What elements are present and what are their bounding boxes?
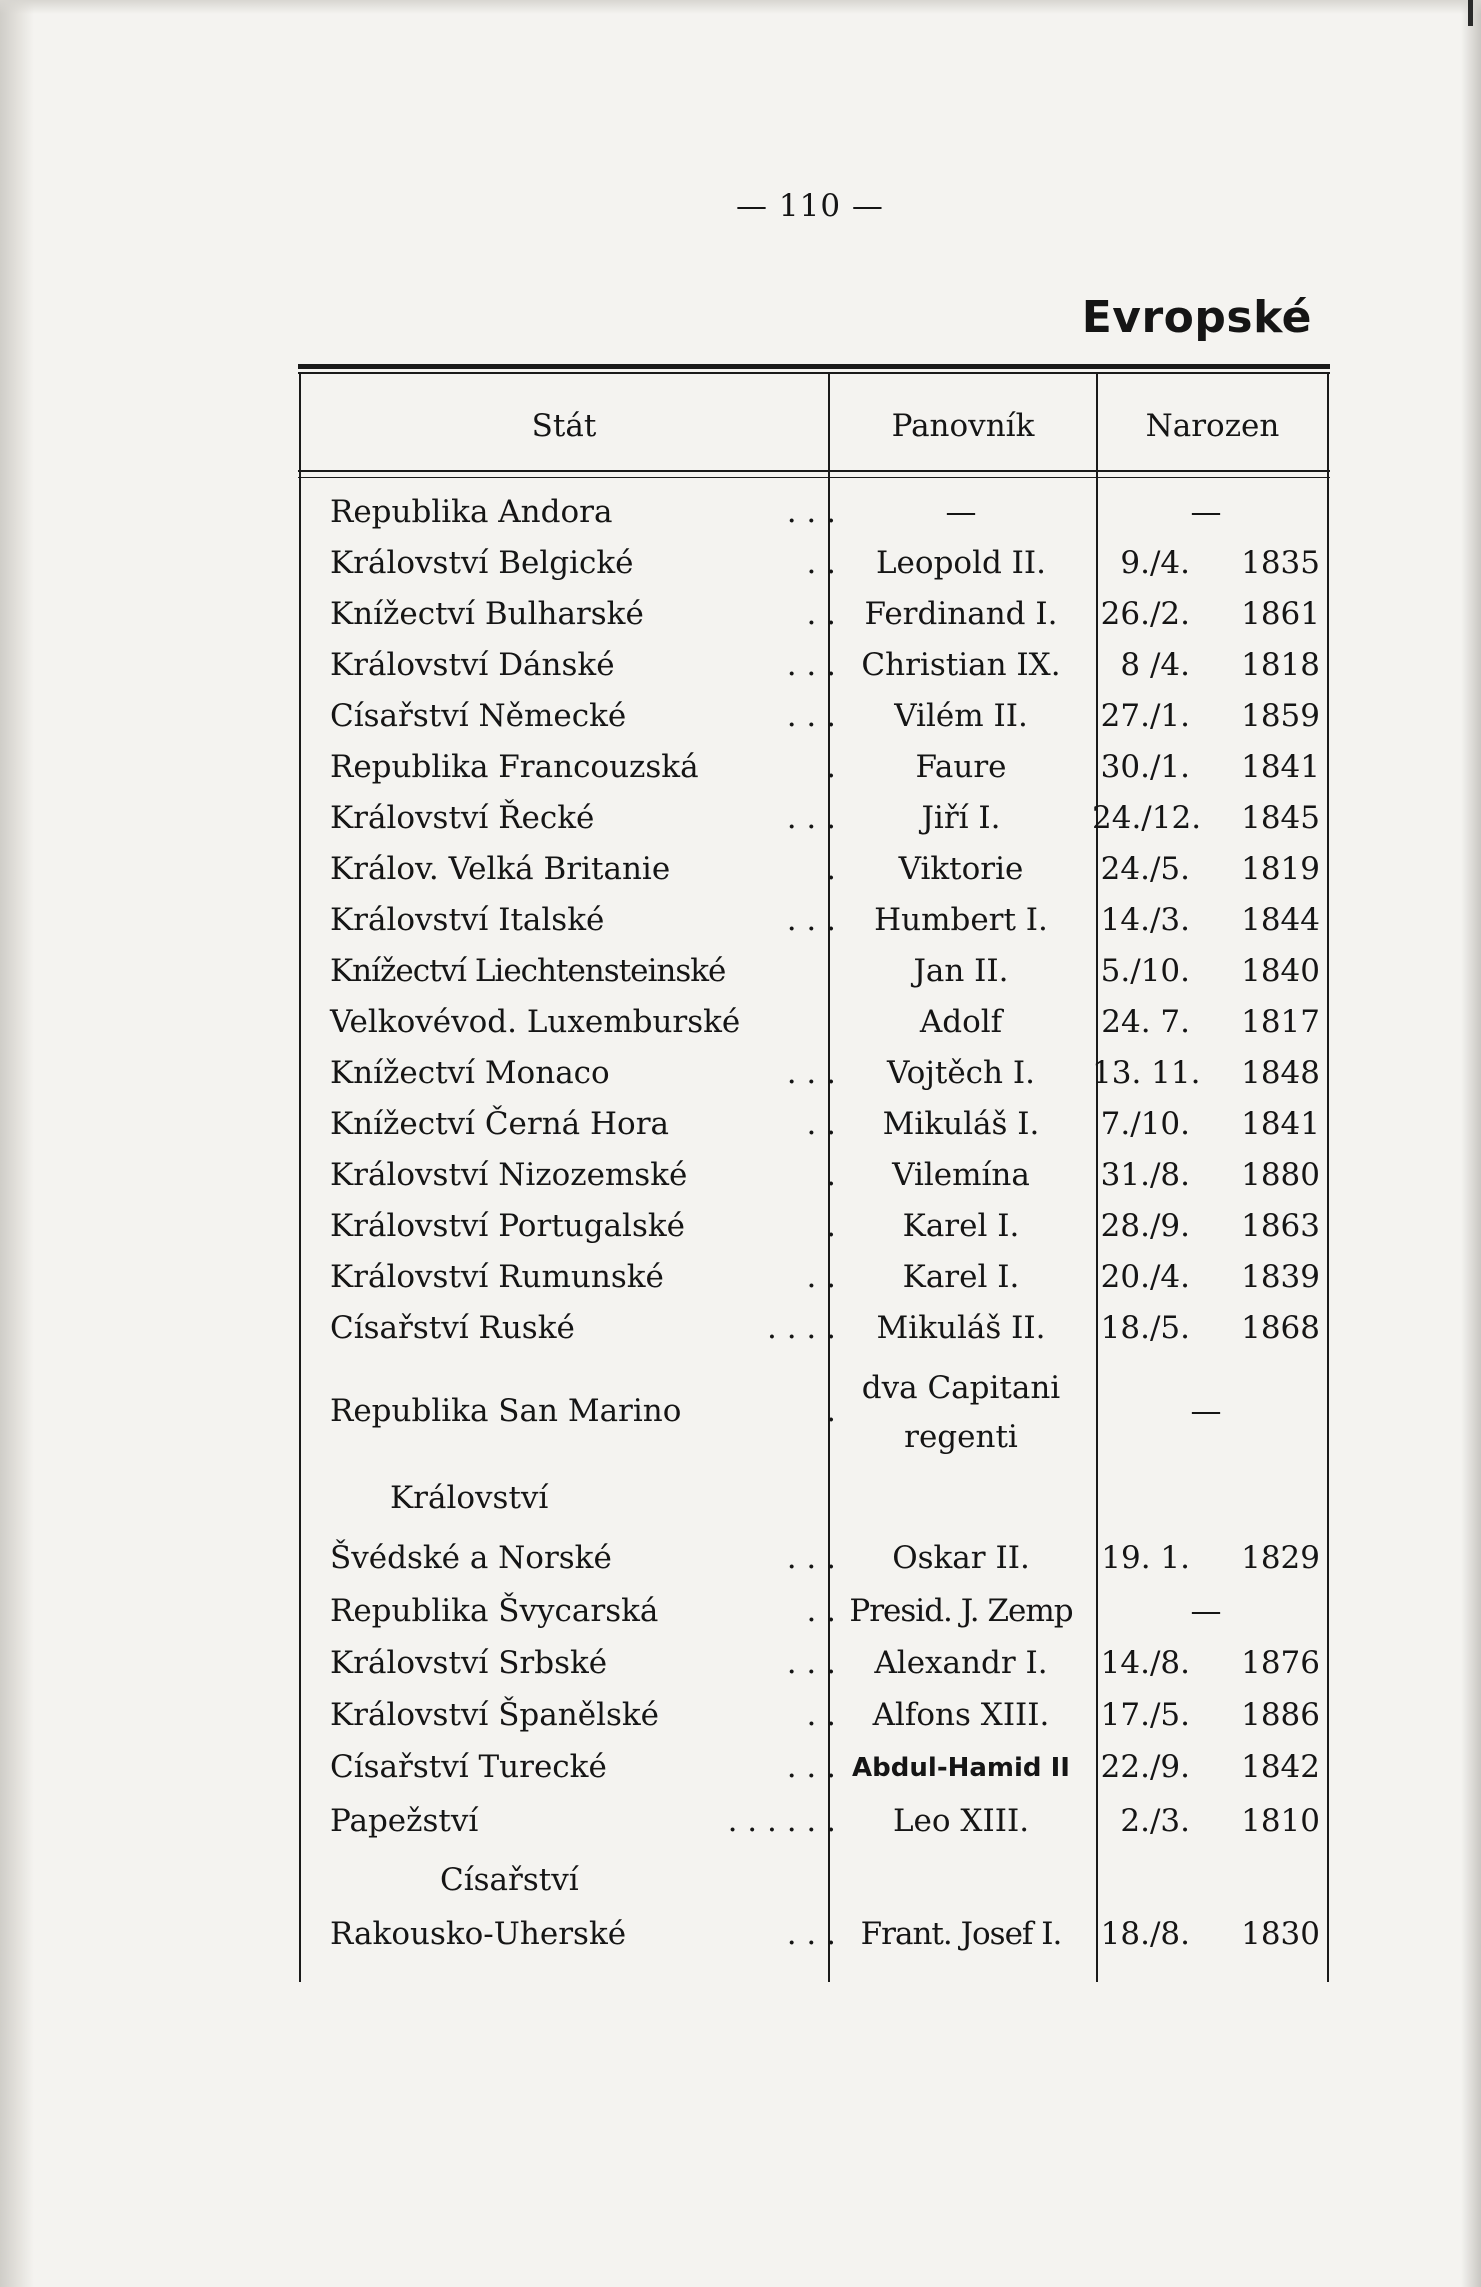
ruler-cell: Abdul-Hamid II bbox=[852, 1753, 1070, 1783]
ruler-cell: Karel I. bbox=[902, 1208, 1020, 1244]
ruler-cell: Alexandr I. bbox=[874, 1645, 1048, 1681]
table-top-rule bbox=[298, 364, 1330, 369]
born-year-cell: 1830 bbox=[1241, 1916, 1320, 1952]
ruler-cell: Frant. Josef I. bbox=[860, 1916, 1062, 1952]
state-cell: Švédské a Norské . . . bbox=[330, 1540, 836, 1576]
table-row bbox=[300, 1106, 1328, 1156]
born-date-cell: 13. 11. bbox=[1092, 1055, 1201, 1091]
born-date-cell: 18./8. bbox=[1100, 1916, 1190, 1952]
born-year-cell: 1876 bbox=[1241, 1645, 1320, 1681]
state-cell: Císařství Turecké . . . bbox=[330, 1749, 836, 1785]
state-cell: Království Rumunské . . bbox=[330, 1259, 836, 1295]
born-year-cell: 1835 bbox=[1241, 545, 1320, 581]
table-row bbox=[300, 1055, 1328, 1105]
state-cell: Rakousko-Uherské . . . bbox=[330, 1916, 836, 1952]
born-year-cell: 1810 bbox=[1241, 1803, 1320, 1839]
born-year-cell: 1861 bbox=[1241, 596, 1320, 632]
page-number: — 110 — bbox=[736, 188, 884, 224]
table-row bbox=[300, 1645, 1328, 1695]
table-top-rule-thin bbox=[298, 372, 1330, 374]
state-cell: Knížectví Bulharské . . bbox=[330, 596, 836, 632]
scan-mark bbox=[1468, 0, 1473, 26]
state-cell-multiline bbox=[300, 1862, 1328, 1912]
born-date-cell: 24./12. bbox=[1092, 800, 1202, 836]
header-state: Stát bbox=[531, 408, 597, 444]
page-shadow-top bbox=[0, 0, 1481, 14]
state-cell: Republika Francouzská . bbox=[330, 749, 836, 785]
ruler-cell: Faure bbox=[915, 749, 1007, 785]
state-cell: Knížectví Monaco . . . bbox=[330, 1055, 836, 1091]
table-row bbox=[300, 800, 1328, 850]
born-date-cell: 22./9. bbox=[1100, 1749, 1190, 1785]
ruler-cell: Karel I. bbox=[902, 1259, 1020, 1295]
born-date-cell: 20./4. bbox=[1100, 1259, 1190, 1295]
state-cell: Království Španělské . . bbox=[330, 1697, 836, 1733]
ruler-cell: Ferdinand I. bbox=[864, 596, 1058, 632]
born-date-cell: 8 /4. bbox=[1120, 647, 1190, 683]
state-cell: Království Řecké . . . bbox=[330, 800, 836, 836]
state-line-1: Císařství bbox=[440, 1862, 579, 1898]
born-year-cell: 1841 bbox=[1241, 1106, 1320, 1142]
state-cell: Velkovévod. Luxemburské bbox=[330, 1004, 741, 1040]
page-shadow-right bbox=[1461, 0, 1481, 2287]
ruler-cell: Vojtěch I. bbox=[887, 1055, 1035, 1091]
table-row bbox=[300, 545, 1328, 595]
born-date-cell: 7./10. bbox=[1100, 1106, 1190, 1142]
table-row bbox=[300, 1208, 1328, 1258]
page-shadow-left bbox=[0, 0, 34, 2287]
born-year-cell: 1859 bbox=[1241, 698, 1320, 734]
header-born: Narozen bbox=[1145, 408, 1280, 444]
table-row bbox=[300, 749, 1328, 799]
ruler-cell: Leo XIII. bbox=[892, 1803, 1030, 1839]
born-date-cell: 24. 7. bbox=[1101, 1004, 1190, 1040]
table-row bbox=[300, 902, 1328, 952]
ruler-cell-multiline bbox=[300, 1370, 1328, 1420]
born-date-cell: 9./4. bbox=[1120, 545, 1190, 581]
born-date-cell: 2./3. bbox=[1120, 1803, 1190, 1839]
born-year-cell: 1818 bbox=[1241, 647, 1320, 683]
section-title: Evropské bbox=[1081, 292, 1312, 343]
ruler-cell: Mikuláš I. bbox=[882, 1106, 1040, 1142]
state-cell-multiline bbox=[300, 1480, 1328, 1530]
born-year-cell: 1868 bbox=[1241, 1310, 1320, 1346]
ruler-cell: Leopold II. bbox=[875, 545, 1047, 581]
state-cell: Království Portugalské . bbox=[330, 1208, 836, 1244]
state-cell: Papežství . . . . . . bbox=[330, 1803, 836, 1839]
born-cell: — bbox=[1190, 1393, 1222, 1429]
table-row bbox=[300, 596, 1328, 646]
born-date-cell: 14./3. bbox=[1100, 902, 1190, 938]
ruler-cell: Mikuláš II. bbox=[876, 1310, 1046, 1346]
born-date-cell: 31./8. bbox=[1100, 1157, 1190, 1193]
born-year-cell: 1819 bbox=[1241, 851, 1320, 887]
state-line-1: Království bbox=[390, 1480, 549, 1516]
ruler-cell: Humbert I. bbox=[874, 902, 1048, 938]
born-date-cell: 26./2. bbox=[1100, 596, 1190, 632]
state-cell: Republika Andora . . . bbox=[330, 494, 836, 530]
state-cell: Republika San Marino . bbox=[330, 1393, 836, 1429]
state-cell: Králov. Velká Britanie . bbox=[330, 851, 836, 887]
table-row bbox=[300, 1310, 1328, 1360]
state-cell: Království Dánské . . . bbox=[330, 647, 836, 683]
born-date-cell: 5./10. bbox=[1100, 953, 1190, 989]
ruler-cell: — bbox=[945, 494, 977, 530]
table-row bbox=[300, 953, 1328, 1003]
table-row bbox=[300, 1916, 1328, 1966]
born-date-cell: 24./5. bbox=[1100, 851, 1190, 887]
state-cell: Knížectví Černá Hora . . bbox=[330, 1106, 836, 1142]
born-year-cell: 1840 bbox=[1241, 953, 1320, 989]
born-year-cell: 1841 bbox=[1241, 749, 1320, 785]
ruler-line-1: dva Capitani bbox=[861, 1370, 1061, 1406]
born-year-cell: 1880 bbox=[1241, 1157, 1320, 1193]
ruler-cell: Vilém II. bbox=[894, 698, 1028, 734]
born-year-cell: 1848 bbox=[1241, 1055, 1320, 1091]
state-cell: Království Nizozemské . bbox=[330, 1157, 836, 1193]
born-date-cell: 30./1. bbox=[1100, 749, 1190, 785]
born-year-cell: 1886 bbox=[1241, 1697, 1320, 1733]
ruler-cell: Adolf bbox=[919, 1004, 1003, 1040]
table-row bbox=[300, 851, 1328, 901]
ruler-line-2: regenti bbox=[904, 1419, 1018, 1455]
table-row bbox=[300, 1259, 1328, 1309]
born-cell: — bbox=[1190, 494, 1222, 530]
born-year-cell: 1845 bbox=[1241, 800, 1320, 836]
ruler-cell: Alfons XIII. bbox=[872, 1697, 1050, 1733]
table-row bbox=[300, 698, 1328, 748]
ruler-cell: Jan II. bbox=[913, 953, 1009, 989]
born-year-cell: 1829 bbox=[1241, 1540, 1320, 1576]
header-rule-thin bbox=[298, 477, 1330, 478]
header-rule bbox=[298, 470, 1330, 472]
born-date-cell: 28./9. bbox=[1100, 1208, 1190, 1244]
ruler-cell: Oskar II. bbox=[892, 1540, 1030, 1576]
table-row bbox=[300, 647, 1328, 697]
state-cell: Republika Švycarská . . bbox=[330, 1593, 836, 1629]
table-row bbox=[300, 1004, 1328, 1054]
born-year-cell: 1863 bbox=[1241, 1208, 1320, 1244]
ruler-cell-multiline bbox=[300, 1419, 1328, 1469]
header-ruler: Panovník bbox=[891, 408, 1035, 444]
state-cell: Království Italské . . . bbox=[330, 902, 836, 938]
table-row bbox=[300, 1749, 1328, 1799]
born-date-cell: 14./8. bbox=[1100, 1645, 1190, 1681]
born-year-cell: 1842 bbox=[1241, 1749, 1320, 1785]
table-row bbox=[300, 1697, 1328, 1747]
table-row bbox=[300, 1157, 1328, 1207]
table-row bbox=[300, 1803, 1328, 1853]
ruler-cell: Jiří I. bbox=[921, 800, 1001, 836]
table-row bbox=[300, 1540, 1328, 1590]
born-date-cell: 17./5. bbox=[1100, 1697, 1190, 1733]
state-cell: Císařství Německé . . . bbox=[330, 698, 836, 734]
born-cell: — bbox=[1190, 1593, 1222, 1629]
born-year-cell: 1844 bbox=[1241, 902, 1320, 938]
state-cell: Knížectví Liechtensteinské bbox=[330, 953, 726, 989]
table-row bbox=[300, 494, 1328, 544]
born-date-cell: 19. 1. bbox=[1101, 1540, 1190, 1576]
state-cell: Království Srbské . . . bbox=[330, 1645, 836, 1681]
state-cell: Císařství Ruské . . . . bbox=[330, 1310, 836, 1346]
born-year-cell: 1839 bbox=[1241, 1259, 1320, 1295]
born-year-cell: 1817 bbox=[1241, 1004, 1320, 1040]
ruler-cell: Christian IX. bbox=[861, 647, 1061, 683]
ruler-cell: Viktorie bbox=[898, 851, 1024, 887]
ruler-cell: Presid. J. Zemp bbox=[849, 1593, 1073, 1629]
ruler-cell: Vilemína bbox=[892, 1157, 1030, 1193]
state-cell: Království Belgické . . bbox=[330, 545, 836, 581]
table-row bbox=[300, 1593, 1328, 1643]
born-date-cell: 18./5. bbox=[1100, 1310, 1190, 1346]
born-date-cell: 27./1. bbox=[1100, 698, 1190, 734]
